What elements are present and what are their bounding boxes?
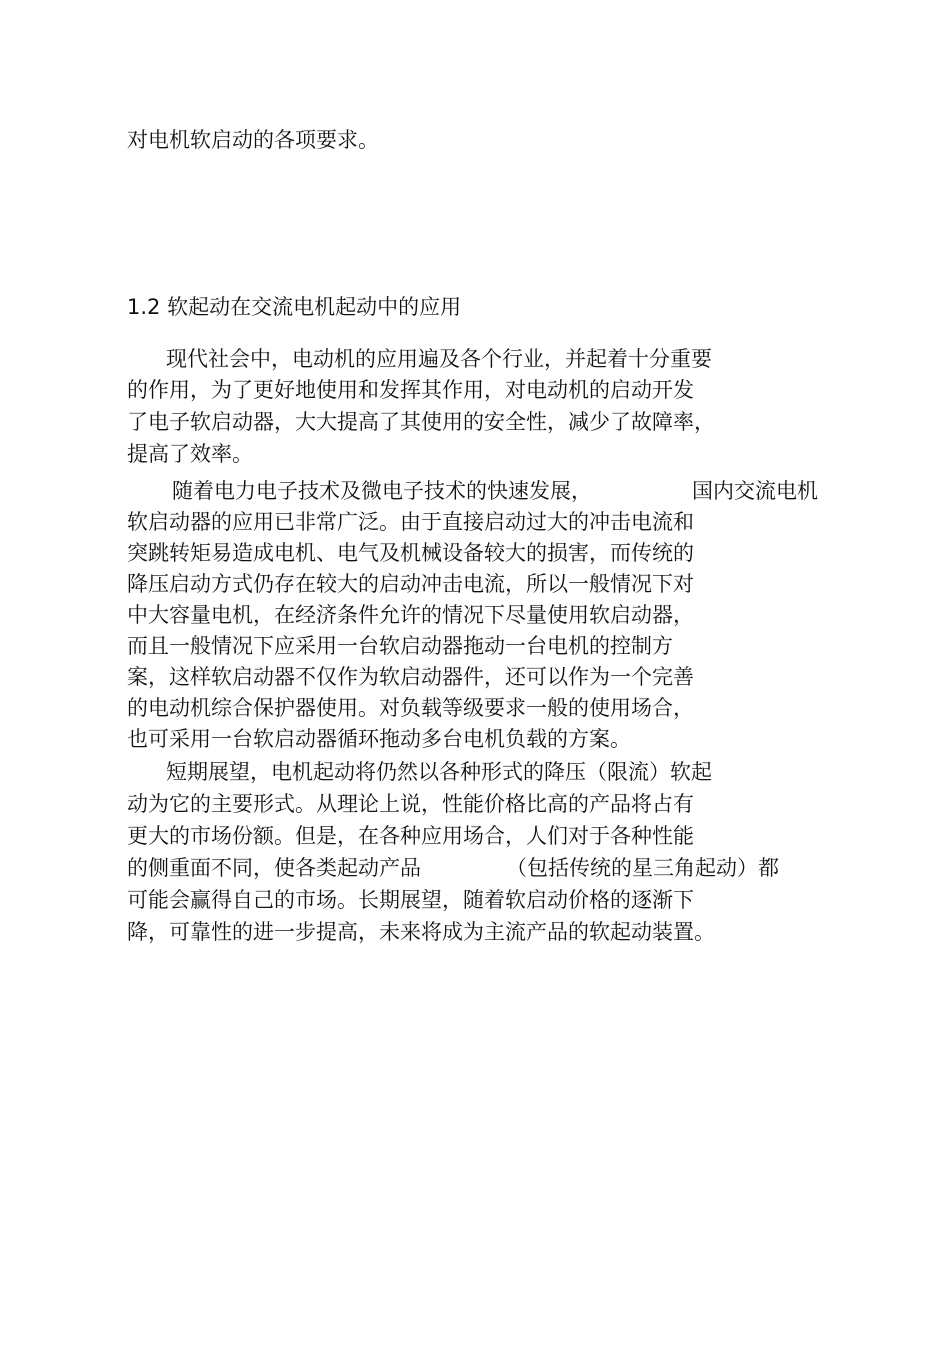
paragraph-2-line-1a: 随着电力电子技术及微电子技术的快速发展， [172, 479, 592, 503]
paragraph-1-line-2: 的作用，为了更好地使用和发挥其作用，对电动机的启动开发 [127, 378, 694, 402]
paragraph-3-line-1: 短期展望，电机起动将仍然以各种形式的降压（限流）软起 [166, 760, 712, 784]
paragraph-2-line-4: 降压启动方式仍存在较大的启动冲击电流，所以一般情况下对 [127, 572, 694, 596]
paragraph-2-line-8: 的电动机综合保护器使用。对负载等级要求一般的使用场合， [127, 696, 694, 720]
paragraph-3-line-4a: 的侧重面不同，使各类起动产品 [127, 856, 421, 880]
paragraph-2-line-6: 而且一般情况下应采用一台软启动器拖动一台电机的控制方 [127, 634, 673, 658]
section-heading: 1.2 软起动在交流电机起动中的应用 [127, 295, 462, 319]
paragraph-3-line-5: 可能会赢得自己的市场。长期展望，随着软启动价格的逐渐下 [127, 888, 694, 912]
paragraph-1-line-3: 了电子软启动器，大大提高了其使用的安全性，减少了故障率， [127, 410, 715, 434]
paragraph-1-line-1: 现代社会中，电动机的应用遍及各个行业，并起着十分重要 [166, 347, 712, 371]
paragraph-2-line-2: 软启动器的应用已非常广泛。由于直接启动过大的冲击电流和 [127, 510, 694, 534]
paragraph-1-line-4: 提高了效率。 [127, 442, 253, 466]
paragraph-2-line-1b: 国内交流电机 [692, 479, 818, 503]
top-fragment-text: 对电机软启动的各项要求。 [127, 128, 379, 152]
paragraph-3-line-6: 降，可靠性的进一步提高，未来将成为主流产品的软起动装置。 [127, 920, 715, 944]
paragraph-3-line-2: 动为它的主要形式。从理论上说，性能价格比高的产品将占有 [127, 792, 694, 816]
paragraph-3-line-4b: （包括传统的星三角起动）都 [506, 856, 779, 880]
paragraph-2-line-7: 案，这样软启动器不仅作为软启动器件，还可以作为一个完善 [127, 665, 694, 689]
paragraph-2-line-9: 也可采用一台软启动器循环拖动多台电机负载的方案。 [127, 727, 631, 751]
paragraph-2-line-5: 中大容量电机，在经济条件允许的情况下尽量使用软启动器， [127, 603, 694, 627]
paragraph-3-line-3: 更大的市场份额。但是，在各种应用场合，人们对于各种性能 [127, 824, 694, 848]
paragraph-2-line-3: 突跳转矩易造成电机、电气及机械设备较大的损害，而传统的 [127, 541, 694, 565]
